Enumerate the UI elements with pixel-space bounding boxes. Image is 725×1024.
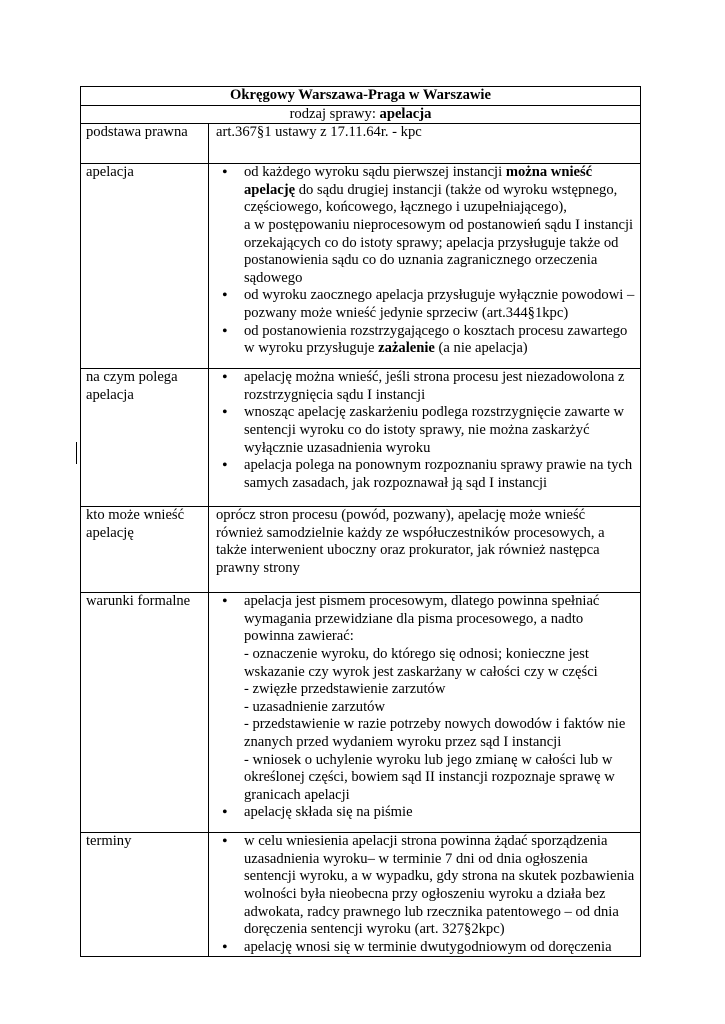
row-polega: [81, 369, 641, 507]
row-apelacja: [81, 164, 641, 369]
case-type-prefix: rodzaj sprawy:: [289, 105, 380, 122]
value-polega: [209, 369, 641, 507]
label-kto: kto może wnieść apelację: [81, 507, 209, 593]
title-row: [81, 87, 641, 106]
value-podstawa: [209, 124, 641, 164]
apelacja-b1-cont: a w postępowaniu nieprocesowym od postanowień sądu I instancji orzekających co do istoty sprawy; apelacja przysługuje także od postanowienia sądu co do uznania zagranicznego orzeczenia sądowego: [244, 216, 634, 286]
list-item: [244, 164, 635, 287]
label-terminy: terminy: [81, 833, 209, 957]
row-podstawa: [81, 124, 641, 164]
apelacja-b3-pre: od postanowienia rozstrzygającego o kosztach procesu zawartego w wyroku przysługuje: [244, 322, 628, 357]
polega-list: [214, 369, 635, 492]
apelacja-b1-pre: od każdego wyroku sądu pierwszej instancji: [244, 164, 506, 181]
case-table: [80, 86, 641, 957]
list-item: • apelację można wnieść, jeśli strona procesu jest niezadowolona z rozstrzygnięcia sądu I instancji: [244, 369, 635, 404]
apelacja-b3-bold: zażalenie: [378, 340, 435, 357]
label-warunki: warunki formalne: [81, 593, 209, 833]
list-item: [244, 323, 635, 358]
list-item: • w celu wniesienia apelacji strona powinna żądać sporządzenia uzasadnienia wyroku– w terminie 7 dni od dnia ogłoszenia sentencji wyroku, a w wypadku, gdy strona na skutek pozbawienia wolności była nieobecna przy ogłoszeniu wyroku a działa bez adwokata, radcy prawnego lub rzecznika patentowego – od dnia doręczenia sentencji wyroku (art. 327§2kpc): [244, 833, 635, 939]
apelacja-b2: od wyroku zaocznego apelacja przysługuje wyłącznie powodowi – pozwany może wnieść jedynie sprzeciw (art.344§1kpc): [244, 287, 635, 321]
court-title: Okręgowy Warszawa-Praga w Warszawie: [81, 87, 641, 106]
warunki-list: [214, 593, 635, 822]
warunki-l3: - uzasadnienie zarzutów: [244, 698, 385, 715]
label-podstawa: podstawa prawna: [81, 124, 209, 164]
row-terminy: [81, 833, 641, 957]
warunki-l1: - oznaczenie wyroku, do którego się odnosi; konieczne jest wskazanie czy wyrok jest zaskarżany w całości czy w części: [244, 645, 598, 680]
margin-change-bar: [76, 442, 77, 464]
row-warunki: [81, 593, 641, 833]
apelacja-list: [214, 164, 635, 358]
terminy-list: [214, 833, 635, 956]
warunki-intro: • apelacja jest pismem procesowym, dlatego powinna spełniać wymagania przewidziane dla pisma procesowego, a nadto powinna zawierać:: [244, 593, 600, 645]
case-type: [81, 105, 641, 124]
list-item: • apelację wnosi się w terminie dwutygodniowym od doręczenia: [244, 939, 635, 957]
list-item: [244, 287, 635, 322]
podstawa-text: art.367§1 ustawy z 17.11.64r. - kpc: [216, 124, 422, 141]
value-kto: [209, 507, 641, 593]
apelacja-b1-post: do sądu drugiej instancji (także od wyroku wstępnego, częściowego, końcowego, łącznego i uzupełniającego),: [244, 181, 618, 216]
apelacja-b3-post: (a nie apelacja): [434, 340, 528, 357]
warunki-l5: - wniosek o uchylenie wyroku lub jego zmianę w całości lub w określonej części, bowiem sąd II instancji rozpoznaje sprawę w granicach apelacji: [244, 751, 615, 803]
warunki-l4: - przedstawienie w razie potrzeby nowych dowodów i faktów nie znanych przed wydaniem wyroku przez sąd I instancji: [244, 716, 626, 750]
list-item: • apelacja polega na ponownym rozpoznaniu sprawy prawie na tych samych zasadach, jak rozpoznawał ją sąd I instancji: [244, 457, 635, 492]
label-apelacja: apelacja: [81, 164, 209, 369]
warunki-l2: - zwięzłe przedstawienie zarzutów: [244, 681, 446, 698]
row-kto: [81, 507, 641, 593]
list-item: [244, 593, 635, 804]
kto-text: oprócz stron procesu (powód, pozwany), apelację może wnieść również samodzielnie każdy ze współuczestników procesowych, a także interwenient uboczny oraz prokurator, jak również następca prawny strony: [216, 507, 605, 576]
value-terminy: [209, 833, 641, 957]
list-item: • wnosząc apelację zaskarżeniu podlega rozstrzygnięcie zawarte w sentencji wyroku co do istoty sprawy, nie można zaskarżyć wyłącznie uzasadnienia wyroku: [244, 404, 635, 457]
list-item: • apelację składa się na piśmie: [244, 804, 635, 822]
subtitle-row: [81, 105, 641, 124]
case-type-value: apelacja: [379, 105, 432, 122]
label-polega: na czym polega apelacja: [81, 369, 209, 507]
value-apelacja: [209, 164, 641, 369]
value-warunki: [209, 593, 641, 833]
apelacja-b1-bold: można wnieść apelację: [244, 164, 593, 198]
